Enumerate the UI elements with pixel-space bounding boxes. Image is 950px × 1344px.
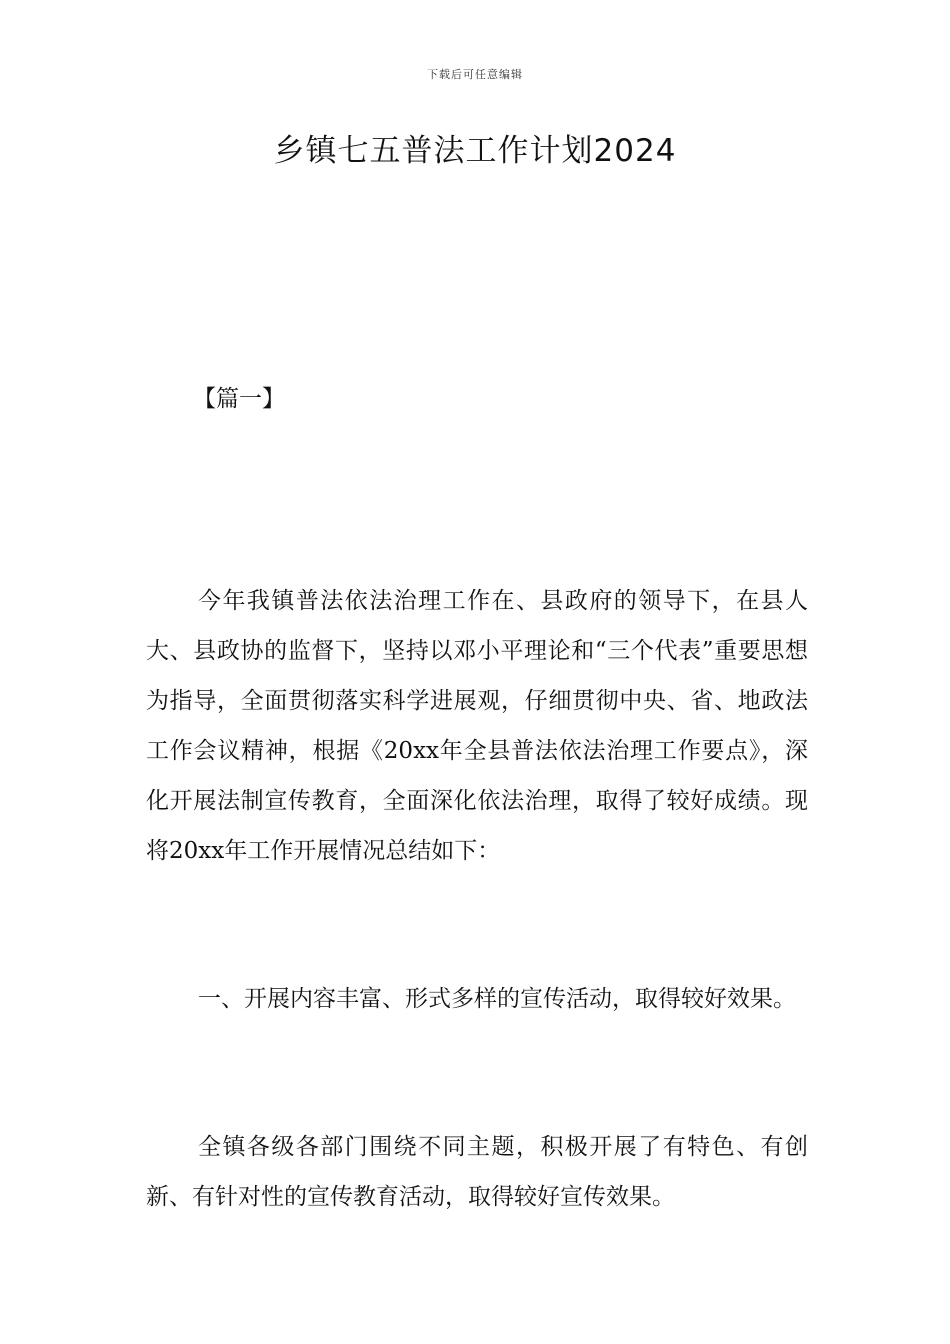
section-label: 【篇一】 [193,386,285,412]
paragraph-body: 全镇各级各部门围绕不同主题，积极开展了有特色、有创新、有针对性的宣传教育活动，取得较好宣传效果。 [146,1134,808,1210]
paragraph-heading-one: 一、开展内容丰富、形式多样的宣传活动，取得较好效果。 [198,986,796,1012]
document-title: 乡镇七五普法工作计划2024 [273,133,677,169]
paragraph-intro: 今年我镇普法依法治理工作在、县政府的领导下，在县人大、县政协的监督下，坚持以邓小平理论和“三个代表”重要思想为指导，全面贯彻落实科学进展观，仔细贯彻中央、省、地政法工作会议精神，根据《20xx年全县普法依法治理工作要点》，深化开展法制宣传教育，全面深化依法治理，取得了较好成绩。现将20xx年工作开展情况总结如下： [146,588,808,864]
header-note: 下载后可任意编辑 [427,68,523,81]
